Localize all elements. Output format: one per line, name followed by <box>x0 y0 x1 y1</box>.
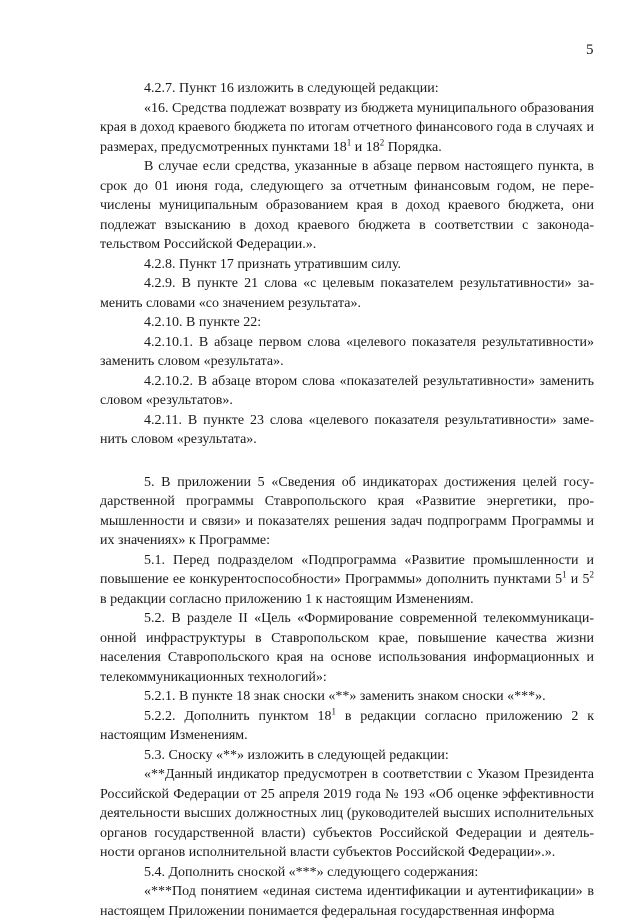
superscript: 2 <box>379 136 385 147</box>
paragraph: 4.2.10.2. В абзаце втором слова «показателей результативности» заменить словом «результатов». <box>100 373 594 408</box>
paragraph: В случае если средства, указанные в абзаце первом настоящего пункта, в срок до 01 июня года, следующего за отчетным финансовым годом, не перечислены муниципальным образованием края в доход краевого бюджета, они подлежат взысканию в доход краевого бюджета в соответствии с законодательством Российской Федерации.». <box>100 159 594 252</box>
paragraph: 4.2.10.1. В абзаце первом слова «целевого показателя результативности» заменить словом «результата». <box>100 334 594 369</box>
paragraph: 5. В приложении 5 «Сведения об индикаторах достижения целей государственной программы Ставропольского края «Развитие энергетики, промышленности и связи» и показателях решения задач подпрограмм Программы и их значениях» к Программе: <box>100 474 594 548</box>
paragraph: 5.2.1. В пункте 18 знак сноски «**» заменить знаком сноски «***». <box>144 689 546 704</box>
superscript: 2 <box>589 569 594 580</box>
paragraph: «**Данный индикатор предусмотрен в соответствии с Указом Президента Российской Федерации от 25 апреля 2019 года № 193 «Об оценке эффективности деятельности высших должностных лиц (руководителей высших исполнительных органов государственной власти) субъектов Российской Федерации и деятель-ности органов исполнительной власти субъектов Российской Федерации».». <box>100 767 594 860</box>
paragraph: 5.2. В разделе II «Цель «Формирование современной телекоммуникационной инфраструктуры в Ставропольском крае, повышение качества жизни населения Ставропольского края на основе использования информационных и телекоммуникационных технологий»: <box>100 611 594 685</box>
paragraph: 5.4. Дополнить сноской «***» следующего содержания: <box>144 864 479 880</box>
paragraph: 5.1. Перед подразделом «Подпрограмма «Развитие промышленности и повышение ее конкурентоспособности» Программы» дополнить пунктами $5^1$ и $5^2$ в редакции согласно приложению 1 к настоящим Изменениям. <box>100 552 594 607</box>
paragraph: «16. Средства подлежат возврату из бюджета муниципального образования края в доход краевого бюджета по итогам отчетного финансового года в случаях и размерах, предусмотренных пунктами $18^1$ и $18^2$ Порядка. <box>100 100 594 155</box>
page-number: 5 <box>586 42 594 58</box>
paragraph: 4.2.7. Пункт 16 изложить в следующей редакции: <box>144 81 439 96</box>
superscript: 1 <box>562 569 567 580</box>
paragraph: 4.2.10. В пункте 22: <box>144 315 262 330</box>
paragraph: 4.2.9. В пункте 21 слова «с целевым показателем результативности» заменить словами «со значением результата». <box>100 276 594 311</box>
document-body <box>100 79 594 921</box>
paragraph: 5.3. Сноску «**» изложить в следующей редакции: <box>144 747 449 763</box>
paragraph: 4.2.8. Пункт 17 признать утратившим силу. <box>144 256 401 272</box>
superscript: 1 <box>331 705 336 716</box>
superscript: 1 <box>346 136 352 147</box>
paragraph: 5.2.2. Дополнить пунктом $18^1$ в редакции согласно приложению 2 к настоящим Изменениям. <box>100 705 594 743</box>
paragraph: «***Под понятием «единая система идентификации и аутентификации» в настоящем Приложении понимается федеральная государственная информа <box>100 884 594 919</box>
paragraph: 4.2.11. В пункте 23 слова «целевого показателя результативности» заменить словом «результата». <box>100 412 594 447</box>
